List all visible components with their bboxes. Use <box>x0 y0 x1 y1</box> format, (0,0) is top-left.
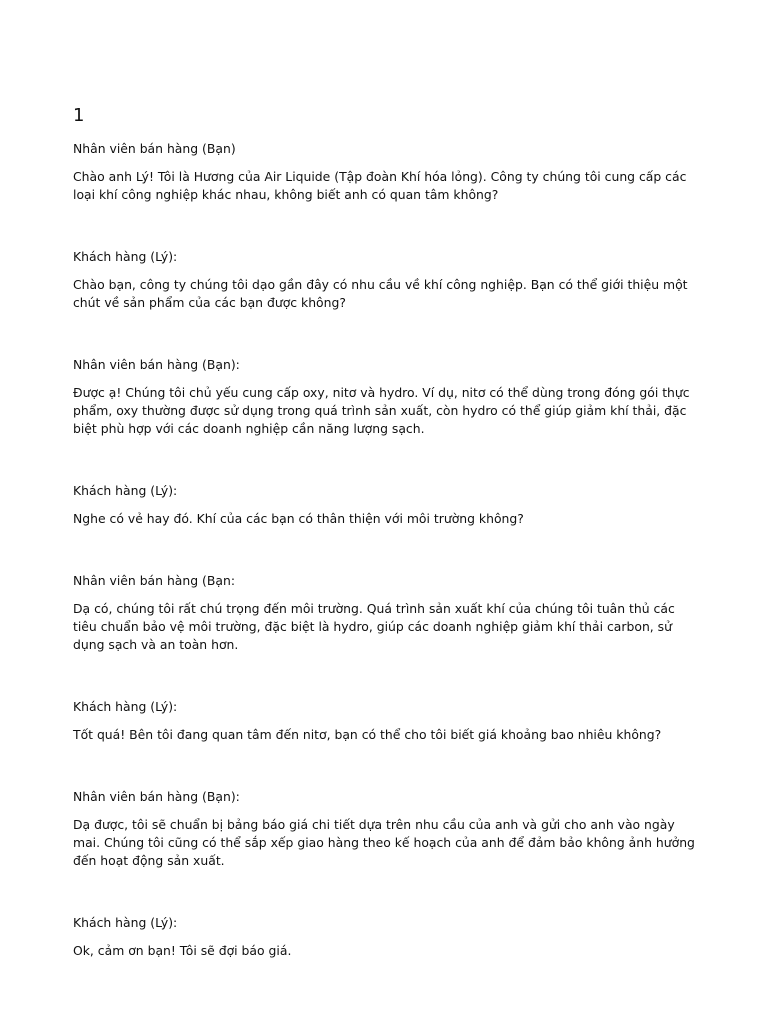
speaker-label: Nhân viên bán hàng (Bạn: <box>73 573 236 588</box>
speaker-label: Khách hàng (Lý): <box>73 483 178 498</box>
document-page <box>73 104 698 960</box>
speaker-label: Khách hàng (Lý): <box>73 915 178 930</box>
speaker-label: Khách hàng (Lý): <box>73 249 178 264</box>
dialogue-text: Tốt quá! Bên tôi đang quan tâm đến nitơ, bạn có thể cho tôi biết giá khoảng bao nhiêu không? <box>73 727 662 742</box>
dialogue-text: Nghe có vẻ hay đó. Khí của các bạn có thân thiện với môi trường không? <box>73 511 524 526</box>
dialogue-text: Dạ được, tôi sẽ chuẩn bị bảng báo giá chi tiết dựa trên nhu cầu của anh và gửi cho anh vào ngày mai. Chúng tôi cũng có thể sắp xếp giao hàng theo kế hoạch của anh để đảm bảo không ảnh hưởng đến hoạt động sản xuất. <box>73 817 695 868</box>
dialogue-text: Chào anh Lý! Tôi là Hương của Air Liquide (Tập đoàn Khí hóa lỏng). Công ty chúng tôi cung cấp các loại khí công nghiệp khác nhau, không biết anh có quan tâm không? <box>73 169 687 202</box>
dialogue-text: Ok, cảm ơn bạn! Tôi sẽ đợi báo giá. <box>73 943 292 958</box>
page-number: 1 <box>73 105 85 126</box>
dialogue-text: Chào bạn, công ty chúng tôi dạo gần đây có nhu cầu về khí công nghiệp. Bạn có thể giới thiệu một chút về sản phẩm của các bạn được không? <box>73 277 688 310</box>
speaker-label: Nhân viên bán hàng (Bạn) <box>73 141 236 156</box>
speaker-label: Nhân viên bán hàng (Bạn): <box>73 357 240 372</box>
speaker-label: Khách hàng (Lý): <box>73 699 178 714</box>
dialogue-text: Được ạ! Chúng tôi chủ yếu cung cấp oxy, nitơ và hydro. Ví dụ, nitơ có thể dùng trong đóng gói thực phẩm, oxy thường được sử dụng trong quá trình sản xuất, còn hydro có thể giúp giảm khí thải, đặc biệt phù hợp với các doanh nghiệp cần năng lượng sạch. <box>73 385 690 436</box>
speaker-label: Nhân viên bán hàng (Bạn): <box>73 789 240 804</box>
dialogue-text: Dạ có, chúng tôi rất chú trọng đến môi trường. Quá trình sản xuất khí của chúng tôi tuân thủ các tiêu chuẩn bảo vệ môi trường, đặc biệt là hydro, giúp các doanh nghiệp giảm khí thải carbon, sử dụng sạch và an toàn hơn. <box>73 601 675 652</box>
